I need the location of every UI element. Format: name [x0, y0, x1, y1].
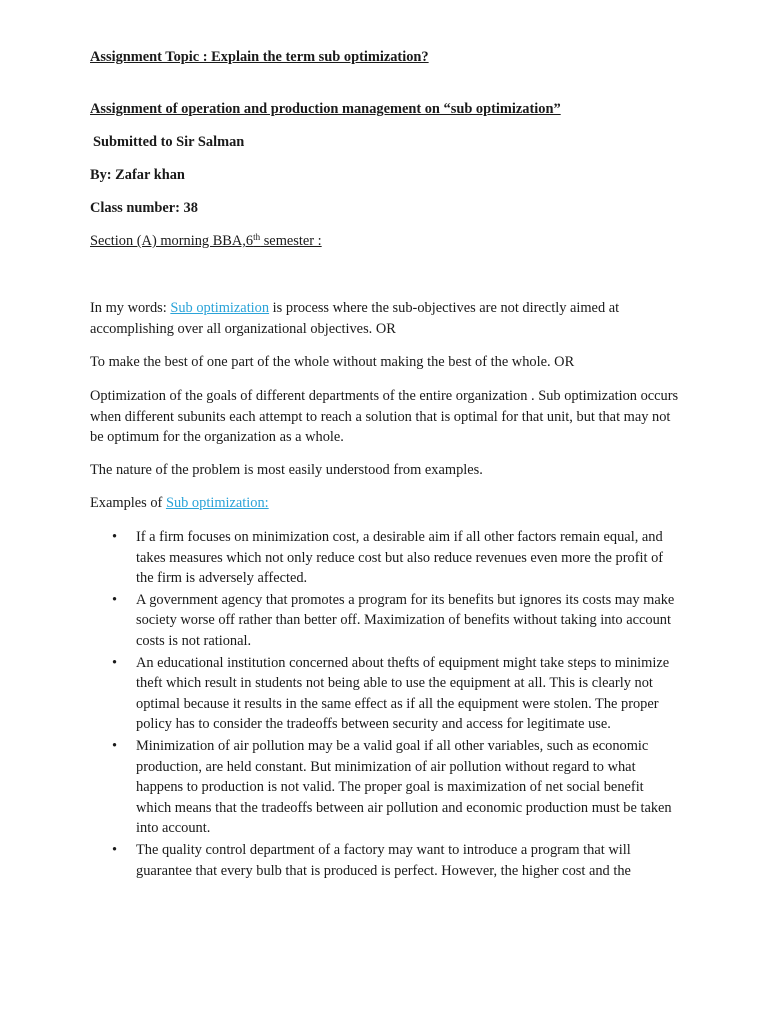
list-item-text: Minimization of air pollution may be a valid goal if all other variables, such as economic production, are held constant. But minimization of air pollution without regard to what happens to production is not valid. The proper goal is maximization of net social benefit which means that the tradeoffs between air pollution and economic production must be taken into account. [136, 737, 672, 837]
assignment-title-heading: Assignment of operation and production management on “sub optimization” [90, 101, 561, 117]
list-item-text: An educational institution concerned about thefts of equipment might take steps to minimize theft which result in students not being able to use the equipment at all. This is clearly not optimal because it results in the same effect as if all the equipment were stolen. The proper policy has to consider the tradeoffs between security and access for legitimate use. [136, 654, 670, 733]
class-number-line: Class number: 38 [90, 200, 198, 216]
examples-heading [90, 493, 680, 514]
section-superscript: th [253, 232, 261, 242]
submitted-to-line: Submitted to Sir Salman [93, 134, 245, 150]
definition-paragraph [90, 298, 680, 339]
list-item [90, 527, 690, 589]
bullet-icon: • [112, 654, 118, 671]
list-item-text: If a firm focuses on minimization cost, a desirable aim if all other factors remain equal, and takes measures which not only reduce cost but also reduce revenues even more the profit of the firm is adversely affected. [136, 529, 664, 587]
section-line [90, 231, 322, 252]
list-item [90, 653, 690, 735]
examples-list [90, 527, 690, 882]
list-item [90, 736, 690, 839]
bullet-icon: • [112, 529, 118, 545]
optimization-paragraph: Optimization of the goals of different departments of the entire organization . Sub optimization occurs when different subunits each attempt to reach a solution that is optimal for that unit, but that may not be optimum for the organization as a whole. [90, 388, 679, 446]
definition-alt-paragraph: To make the best of one part of the whole without making the best of the whole. OR [90, 354, 575, 370]
section-text: Section (A) morning BBA,6 [90, 233, 254, 249]
list-item-text: A government agency that promotes a program for its benefits but ignores its costs may make society worse off rather than better off. Maximization of benefits without taking into account costs is not rational. [136, 591, 675, 649]
section-suffix: semester : [260, 233, 322, 249]
bullet-icon: • [112, 591, 118, 608]
bullet-icon: • [112, 737, 118, 754]
list-item-text: The quality control department of a factory may want to introduce a program that will guarantee that every bulb that is produced is perfect. However, the higher cost and the [136, 841, 631, 879]
list-item [90, 840, 690, 881]
bullet-icon: • [112, 841, 118, 858]
definition-text: is process where the sub-objectives are not directly aimed at accomplishing over all organizational objectives. OR [90, 300, 620, 337]
examples-sub-optimization-link[interactable]: Sub optimization: [165, 495, 269, 511]
author-line: By: Zafar khan [90, 167, 185, 183]
assignment-topic-heading: Assignment Topic : Explain the term sub optimization? [90, 49, 429, 65]
list-item [90, 590, 690, 652]
definition-intro: In my words: [90, 300, 171, 316]
examples-label: Examples of [90, 495, 166, 511]
sub-optimization-link[interactable]: Sub optimization [170, 300, 270, 316]
nature-paragraph: The nature of the problem is most easily understood from examples. [90, 462, 483, 478]
